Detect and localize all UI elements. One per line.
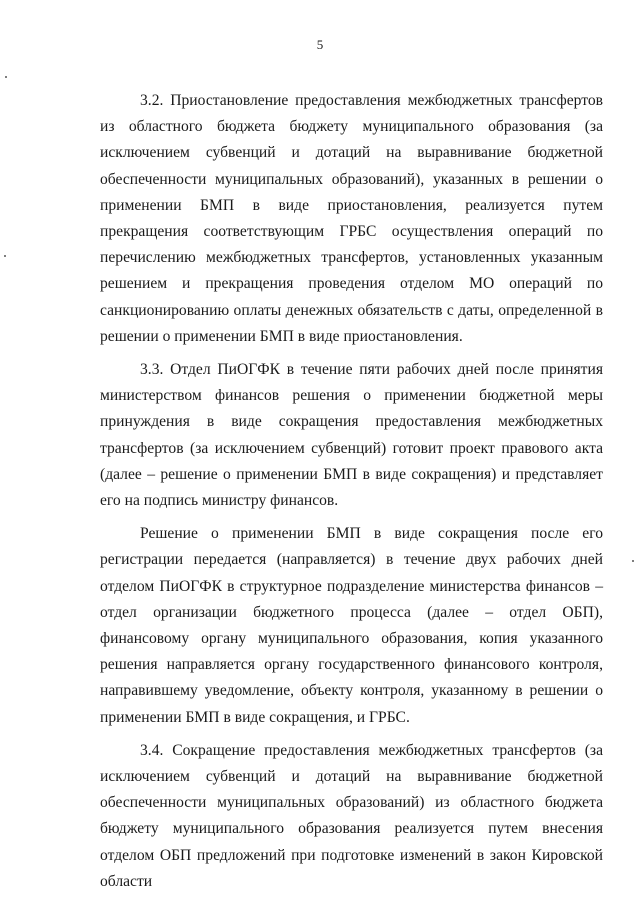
document-body — [100, 88, 603, 895]
scan-speck — [4, 255, 6, 257]
paragraph-3-3: 3.3. Отдел ПиОГФК в течение пяти рабочих дней после принятия министерством финансов решения о применении бюджетной меры принуждения в виде сокращения предоставления межбюджетных трансфертов (за исключением субвенций) готовит проект правового акта (далее – решение о применении БМП в виде сокращения) и представляет его на подпись министру финансов. — [100, 361, 603, 510]
scan-speck — [5, 76, 7, 78]
page-number: 5 — [316, 37, 324, 52]
scan-speck — [632, 560, 634, 562]
paragraph-3-4: 3.4. Сокращение предоставления межбюджетных трансфертов (за исключением субвенций и дотаций на выравнивание бюджетной обеспеченности муниципальных образований) из областного бюджета бюджету муниципального образования реализуется путем внесения отделом ОБП предложений при подготовке изменений в закон Кировской области — [100, 741, 603, 890]
paragraph-decision-transfer: Решение о применении БМП в виде сокращения после его регистрации передается (направляется) в течение двух рабочих дней отделом ПиОГФК в структурное подразделение министерства финансов – отдел организации бюджетного процесса (далее – отдел ОБП), финансовому органу муниципального образования, копия указанного решения направляется органу государственного финансового контроля, направившему уведомление, объекту контроля, указанному в решении о применении БМП в виде сокращения, и ГРБС. — [100, 525, 603, 726]
paragraph-3-2: 3.2. Приостановление предоставления межбюджетных трансфертов из областного бюджета бюджету муниципального образования (за исключением субвенций и дотаций на выравнивание бюджетной обеспеченности муниципальных образований), указанных в решении о применении БМП в виде приостановления, реализуется путем прекращения соответствующим ГРБС осуществления операций по перечислению межбюджетных трансфертов, установленных указанным решением и прекращения проведения отделом МО операций по санкционированию оплаты денежных обязательств с даты, определенной в решении о применении БМП в виде приостановления. — [100, 92, 603, 345]
